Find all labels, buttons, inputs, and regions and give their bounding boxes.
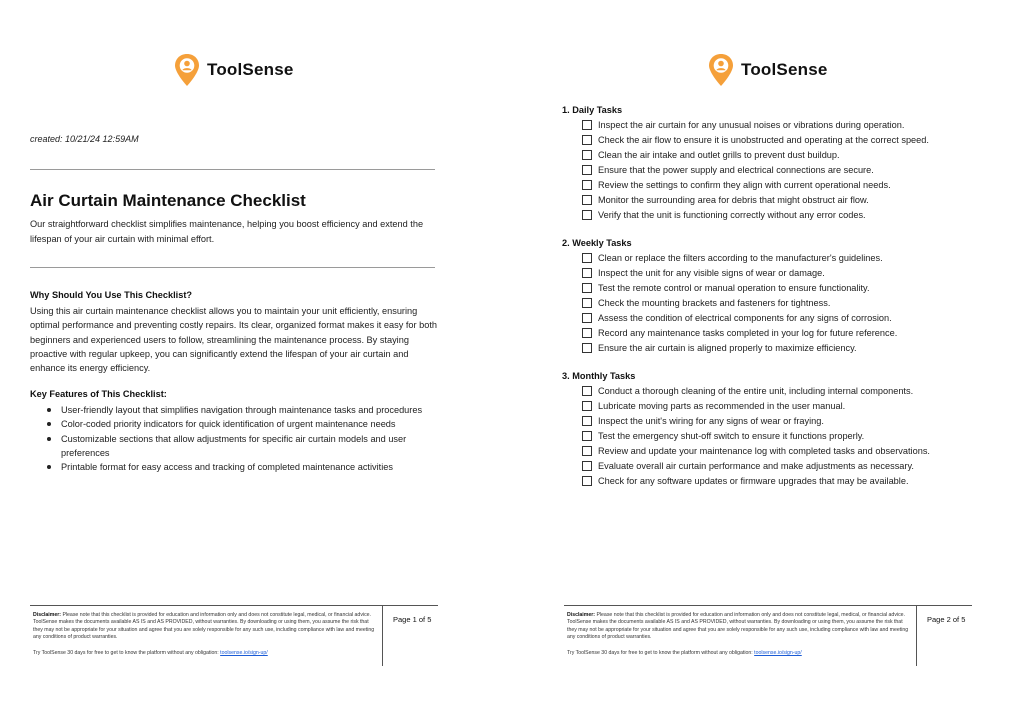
divider bbox=[30, 267, 435, 268]
task-item bbox=[582, 132, 1002, 147]
document-page-2 bbox=[512, 0, 1024, 719]
page-footer bbox=[564, 605, 972, 666]
task-checkbox[interactable] bbox=[582, 476, 592, 486]
task-text: Clean or replace the filters according to the manufacturer's guidelines. bbox=[598, 252, 883, 263]
task-text: Monitor the surrounding area for debris that might obstruct air flow. bbox=[598, 194, 869, 205]
footer-divider bbox=[916, 606, 917, 666]
brand-name: ToolSense bbox=[207, 60, 294, 79]
task-text: Ensure the air curtain is aligned properly to maximize efficiency. bbox=[598, 342, 857, 353]
task-checkbox[interactable] bbox=[582, 150, 592, 160]
task-text: Review and update your maintenance log with completed tasks and observations. bbox=[598, 445, 930, 456]
task-text: Evaluate overall air curtain performance and make adjustments as necessary. bbox=[598, 460, 914, 471]
task-checkbox[interactable] bbox=[582, 431, 592, 441]
brand-name: ToolSense bbox=[741, 60, 828, 79]
task-checkbox[interactable] bbox=[582, 386, 592, 396]
task-text: Test the emergency shut-off switch to ensure it functions properly. bbox=[598, 430, 865, 441]
feature-text: Printable format for easy access and tracking of completed maintenance activities bbox=[61, 462, 393, 473]
task-text: Check for any software updates or firmware upgrades that may be available. bbox=[598, 475, 909, 486]
location-pin-icon bbox=[708, 53, 734, 87]
section-heading: 1. Daily Tasks bbox=[562, 105, 623, 115]
task-item bbox=[582, 443, 1002, 458]
task-text: Record any maintenance tasks completed in your log for future reference. bbox=[598, 327, 898, 338]
task-checkbox[interactable] bbox=[582, 268, 592, 278]
task-checkbox[interactable] bbox=[582, 120, 592, 130]
trial-line bbox=[567, 650, 910, 656]
toolsense-logo bbox=[174, 53, 294, 87]
signup-link[interactable]: toolsense.io/sign-up/ bbox=[754, 650, 802, 657]
task-checkbox[interactable] bbox=[582, 135, 592, 145]
task-checkbox[interactable] bbox=[582, 343, 592, 353]
location-pin-icon bbox=[174, 53, 200, 87]
task-item bbox=[582, 310, 1002, 325]
page-number: Page 2 of 5 bbox=[927, 615, 966, 624]
disclaimer-text: Please note that this checklist is provided for education and information only and does not constitute legal, medical, or financial advice. ToolSense makes the documents available AS IS and AS PROVIDED, without warranties. By downloading or using them, you assume the risk that they may not be appropriate for your situation and agree that you are solely responsible for any such use, including compliance with law and meeting any conditions of product warranties. bbox=[567, 612, 909, 640]
disclaimer bbox=[567, 612, 910, 641]
document-title: Air Curtain Maintenance Checklist bbox=[30, 191, 306, 210]
daily-tasks-section bbox=[562, 105, 1002, 222]
task-item bbox=[582, 295, 1002, 310]
divider bbox=[30, 169, 435, 170]
task-text: Lubricate moving parts as recommended in the user manual. bbox=[598, 400, 846, 411]
task-text: Check the air flow to ensure it is unobstructed and operating at the correct speed. bbox=[598, 134, 929, 145]
task-item bbox=[582, 250, 1002, 265]
trial-text: Try ToolSense 30 days for free to get to know the platform without any obligation: bbox=[567, 650, 753, 657]
features-heading: Key Features of This Checklist: bbox=[30, 389, 167, 399]
task-checkbox[interactable] bbox=[582, 165, 592, 175]
trial-line bbox=[33, 650, 376, 656]
weekly-tasks-section bbox=[562, 238, 1002, 355]
task-text: Inspect the unit's wiring for any signs of wear or fraying. bbox=[598, 415, 824, 426]
task-text: Conduct a thorough cleaning of the entire unit, including internal components. bbox=[598, 385, 914, 396]
task-item bbox=[582, 428, 1002, 443]
bullet-icon bbox=[47, 437, 51, 441]
footer-disclaimer-block bbox=[33, 612, 376, 656]
trial-text: Try ToolSense 30 days for free to get to know the platform without any obligation: bbox=[33, 650, 219, 657]
task-checkbox[interactable] bbox=[582, 328, 592, 338]
disclaimer-label: Disclaimer: bbox=[567, 612, 595, 618]
features-list bbox=[46, 403, 426, 474]
task-item bbox=[582, 162, 1002, 177]
monthly-tasks-section bbox=[562, 371, 1002, 488]
task-text: Check the mounting brackets and fasteners for tightness. bbox=[598, 297, 831, 308]
task-checkbox[interactable] bbox=[582, 446, 592, 456]
toolsense-logo bbox=[708, 53, 828, 87]
task-item bbox=[582, 192, 1002, 207]
task-item bbox=[582, 147, 1002, 162]
task-item bbox=[582, 207, 1002, 222]
task-item bbox=[582, 413, 1002, 428]
task-checkbox[interactable] bbox=[582, 461, 592, 471]
task-item bbox=[582, 383, 1002, 398]
task-text: Review the settings to confirm they align with current operational needs. bbox=[598, 179, 891, 190]
task-text: Ensure that the power supply and electrical connections are secure. bbox=[598, 164, 874, 175]
task-text: Test the remote control or manual operation to ensure functionality. bbox=[598, 282, 870, 293]
why-heading: Why Should You Use This Checklist? bbox=[30, 290, 192, 300]
task-item bbox=[582, 398, 1002, 413]
feature-text: Customizable sections that allow adjustments for specific air curtain models and user preferences bbox=[61, 433, 407, 458]
task-checkbox[interactable] bbox=[582, 401, 592, 411]
task-text: Verify that the unit is functioning correctly without any error codes. bbox=[598, 209, 866, 220]
page-number: Page 1 of 5 bbox=[393, 615, 432, 624]
disclaimer-text: Please note that this checklist is provided for education and information only and does not constitute legal, medical, or financial advice. ToolSense makes the documents available AS IS and AS PROVIDED, without warranties. By downloading or using them, you assume the risk that they may not be appropriate for your situation and agree that you are solely responsible for any such use, including compliance with law and meeting any conditions of product warranties. bbox=[33, 612, 375, 640]
task-text: Clean the air intake and outlet grills to prevent dust buildup. bbox=[598, 149, 840, 160]
task-checkbox[interactable] bbox=[582, 313, 592, 323]
feature-item bbox=[46, 460, 426, 474]
task-list bbox=[562, 250, 1002, 355]
task-checkbox[interactable] bbox=[582, 210, 592, 220]
feature-text: User-friendly layout that simplifies navigation through maintenance tasks and procedures bbox=[61, 405, 423, 415]
footer-disclaimer-block bbox=[567, 612, 910, 656]
disclaimer-label: Disclaimer: bbox=[33, 612, 61, 618]
bullet-icon bbox=[47, 465, 51, 469]
task-text: Inspect the unit for any visible signs of wear or damage. bbox=[598, 267, 825, 278]
task-item bbox=[582, 325, 1002, 340]
bullet-icon bbox=[47, 422, 51, 426]
feature-item bbox=[46, 432, 426, 461]
task-checkbox[interactable] bbox=[582, 416, 592, 426]
feature-text: Color-coded priority indicators for quick identification of urgent maintenance needs bbox=[61, 419, 396, 430]
footer-divider bbox=[382, 606, 383, 666]
disclaimer bbox=[33, 612, 376, 641]
signup-link[interactable]: toolsense.io/sign-up/ bbox=[220, 650, 268, 657]
task-checkbox[interactable] bbox=[582, 283, 592, 293]
feature-item bbox=[46, 417, 426, 431]
task-item bbox=[582, 280, 1002, 295]
task-checkbox[interactable] bbox=[582, 195, 592, 205]
intro-paragraph: Our straightforward checklist simplifies maintenance, helping you boost efficiency and extend the lifespan of your air curtain with minimal effort. bbox=[30, 219, 424, 244]
task-item bbox=[582, 117, 1002, 132]
why-paragraph: Using this air curtain maintenance checklist allows you to maintain your unit efficiently, ensuring optimal performance and preventing costly repairs. Its clear, organized format makes it easy for both beginners and experienced users to follow, streamlining the maintenance process. By staying proactive with regular upkeep, you can significantly extend the lifespan of your air curtain and enhance its energy efficiency. bbox=[30, 306, 437, 374]
page-footer bbox=[30, 605, 438, 666]
task-item bbox=[582, 265, 1002, 280]
task-text: Assess the condition of electrical components for any signs of corrosion. bbox=[598, 312, 892, 323]
task-text: Inspect the air curtain for any unusual noises or vibrations during operation. bbox=[598, 119, 905, 130]
bullet-icon bbox=[47, 408, 51, 412]
section-heading: 3. Monthly Tasks bbox=[562, 371, 636, 381]
task-item bbox=[582, 177, 1002, 192]
task-list bbox=[562, 383, 1002, 488]
task-item bbox=[582, 473, 1002, 488]
task-item bbox=[582, 458, 1002, 473]
task-checkbox[interactable] bbox=[582, 180, 592, 190]
task-checkbox[interactable] bbox=[582, 298, 592, 308]
section-heading: 2. Weekly Tasks bbox=[562, 238, 632, 248]
task-checkbox[interactable] bbox=[582, 253, 592, 263]
task-list bbox=[562, 117, 1002, 222]
feature-item bbox=[46, 403, 426, 417]
created-timestamp: created: 10/21/24 12:59AM bbox=[30, 134, 139, 144]
task-item bbox=[582, 340, 1002, 355]
